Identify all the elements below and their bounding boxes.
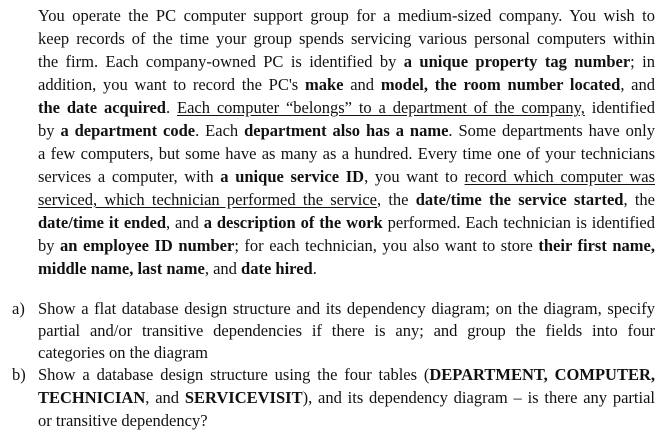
text-segment: , the (623, 190, 655, 209)
text-segment: categories on the diagram (38, 343, 208, 362)
text-segment: . (166, 98, 177, 117)
bold-text: middle name, last name (38, 259, 205, 278)
text-segment: and (343, 75, 381, 94)
text-segment: ; in (630, 52, 655, 71)
question-marker: b) (12, 365, 26, 384)
text-segment: , and (204, 259, 242, 278)
underlined-text: serviced, which technician performed the service (38, 190, 377, 209)
question-line (38, 298, 655, 320)
question-line (38, 410, 208, 432)
bold-text: DEPARTMENT, COMPUTER, (429, 365, 655, 384)
bold-text: a unique service ID (220, 167, 365, 186)
bold-text: date hired (241, 259, 313, 278)
text-segment: , the (376, 190, 416, 209)
text-segment: the firm. Each company-owned PC is identified by (38, 52, 404, 71)
bold-text: an employee ID number (60, 236, 235, 255)
paragraph-line (38, 143, 655, 165)
text-segment: addition, you want to record the PC's (38, 75, 305, 94)
paragraph-line (38, 97, 655, 119)
question-marker: a) (12, 299, 25, 318)
text-segment: a few computers, but some have as many as a hundred. Every time one of your technicians (38, 144, 655, 163)
bold-text: make (304, 75, 344, 94)
text-segment: performed. Each technician is identified (382, 213, 655, 232)
paragraph-line (38, 212, 655, 234)
question-line (38, 320, 655, 342)
bold-text: a unique property tag number (403, 52, 631, 71)
text-segment: . Some departments have only (448, 121, 655, 140)
bold-text: SERVICEVISIT (184, 388, 303, 407)
bold-text: model, the room number located (380, 75, 621, 94)
text-segment: , and (145, 388, 185, 407)
text-segment: , and (166, 213, 204, 232)
text-segment: You operate the PC computer support group for a medium-sized company. You wish to (38, 6, 655, 25)
bold-text: a department code (60, 121, 196, 140)
text-segment: partial and/or transitive dependencies if there is any; and group the fields into four (38, 321, 655, 340)
bold-text: date/time it ended (38, 213, 166, 232)
underlined-text: record which computer was (464, 167, 655, 186)
question-line (38, 342, 208, 364)
text-segment: identified (584, 98, 656, 117)
text-segment: by (38, 236, 61, 255)
paragraph-line (38, 189, 655, 211)
question-line (38, 364, 655, 386)
bold-text: department also has a name (244, 121, 449, 140)
paragraph-line (38, 235, 655, 257)
text-segment: , and (620, 75, 656, 94)
text-segment: ), and its dependency diagram – is there any partial (302, 388, 655, 407)
bold-text: TECHNICIAN (38, 388, 146, 407)
text-segment: keep records of the time your group spends servicing various personal computers within (38, 29, 655, 48)
paragraph-line (38, 51, 655, 73)
paragraph-line (38, 258, 317, 280)
text-segment: . Each (195, 121, 245, 140)
bold-text: a description of the work (203, 213, 383, 232)
bold-text: the date acquired (38, 98, 166, 117)
bold-text: date/time the service started (415, 190, 624, 209)
text-segment: or transitive dependency? (38, 411, 208, 430)
text-segment: ; for each technician, you also want to store (234, 236, 539, 255)
text-segment: . (312, 259, 317, 278)
paragraph-line (38, 166, 655, 188)
text-segment: , you want to (364, 167, 465, 186)
paragraph-line (38, 28, 655, 50)
paragraph-line (38, 120, 655, 142)
text-segment: Show a flat database design structure and its dependency diagram; on the diagram, specify (38, 299, 655, 318)
question-line (38, 387, 655, 409)
paragraph-line (38, 5, 655, 27)
underlined-text: Each computer “belongs” to a department of the company, (176, 98, 585, 117)
text-segment: services a computer, with (38, 167, 221, 186)
paragraph-line (38, 74, 655, 96)
text-segment: by (38, 121, 61, 140)
bold-text: their first name, (538, 236, 655, 255)
text-segment: Show a database design structure using the four tables ( (38, 365, 430, 384)
